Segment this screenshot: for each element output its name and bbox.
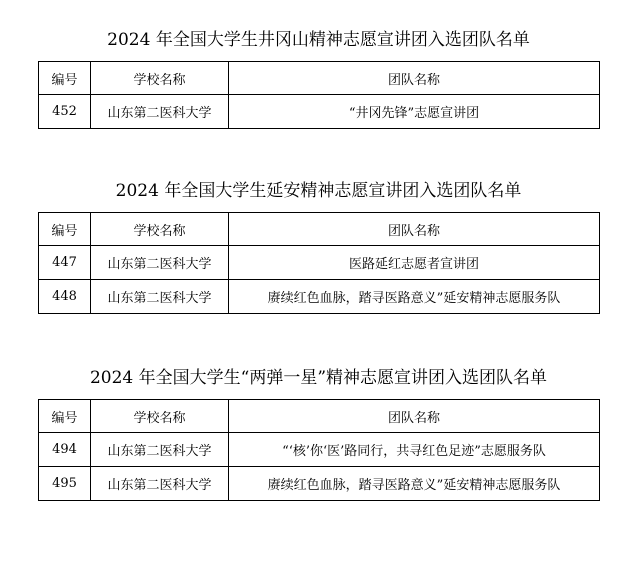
team-table — [38, 399, 600, 501]
cell-school: 山东第二医科大学 — [91, 95, 229, 129]
team-table — [38, 61, 600, 129]
header-no: 编号 — [39, 62, 91, 95]
table-row — [39, 280, 600, 314]
cell-no: 495 — [39, 467, 91, 501]
cell-school: 山东第二医科大学 — [91, 467, 229, 501]
cell-no: 494 — [39, 433, 91, 467]
table-row — [39, 467, 600, 501]
header-team: 团队名称 — [229, 400, 600, 433]
section-yanan — [38, 180, 599, 314]
cell-school: 山东第二医科大学 — [91, 246, 229, 280]
header-school: 学校名称 — [91, 62, 229, 95]
cell-team: 医路延红志愿者宣讲团 — [229, 246, 600, 280]
section-liangdanyixing — [38, 367, 599, 501]
table-row — [39, 433, 600, 467]
section-jinggangshan — [38, 29, 599, 129]
table-row — [39, 95, 600, 129]
header-team: 团队名称 — [229, 62, 600, 95]
cell-no: 448 — [39, 280, 91, 314]
header-school: 学校名称 — [91, 400, 229, 433]
cell-team: 赓续红色血脉，踏寻医路意义”延安精神志愿服务队 — [229, 467, 600, 501]
cell-team: 赓续红色血脉，踏寻医路意义”延安精神志愿服务队 — [229, 280, 600, 314]
cell-team: “‘核’你‘医’路同行，共寻红色足迹”志愿服务队 — [229, 433, 600, 467]
table-header-row — [39, 62, 600, 95]
team-table — [38, 212, 600, 314]
header-no: 编号 — [39, 400, 91, 433]
header-team: 团队名称 — [229, 213, 600, 246]
cell-team: “井冈先锋”志愿宣讲团 — [229, 95, 600, 129]
cell-no: 447 — [39, 246, 91, 280]
header-no: 编号 — [39, 213, 91, 246]
section-title: 2024 年全国大学生延安精神志愿宣讲团入选团队名单 — [115, 181, 522, 201]
cell-school: 山东第二医科大学 — [91, 280, 229, 314]
section-title: 2024 年全国大学生井冈山精神志愿宣讲团入选团队名单 — [107, 30, 530, 50]
table-header-row — [39, 400, 600, 433]
table-row — [39, 246, 600, 280]
section-title: 2024 年全国大学生“两弹一星”精神志愿宣讲团入选团队名单 — [89, 368, 548, 388]
header-school: 学校名称 — [91, 213, 229, 246]
table-header-row — [39, 213, 600, 246]
cell-school: 山东第二医科大学 — [91, 433, 229, 467]
cell-no: 452 — [39, 95, 91, 129]
